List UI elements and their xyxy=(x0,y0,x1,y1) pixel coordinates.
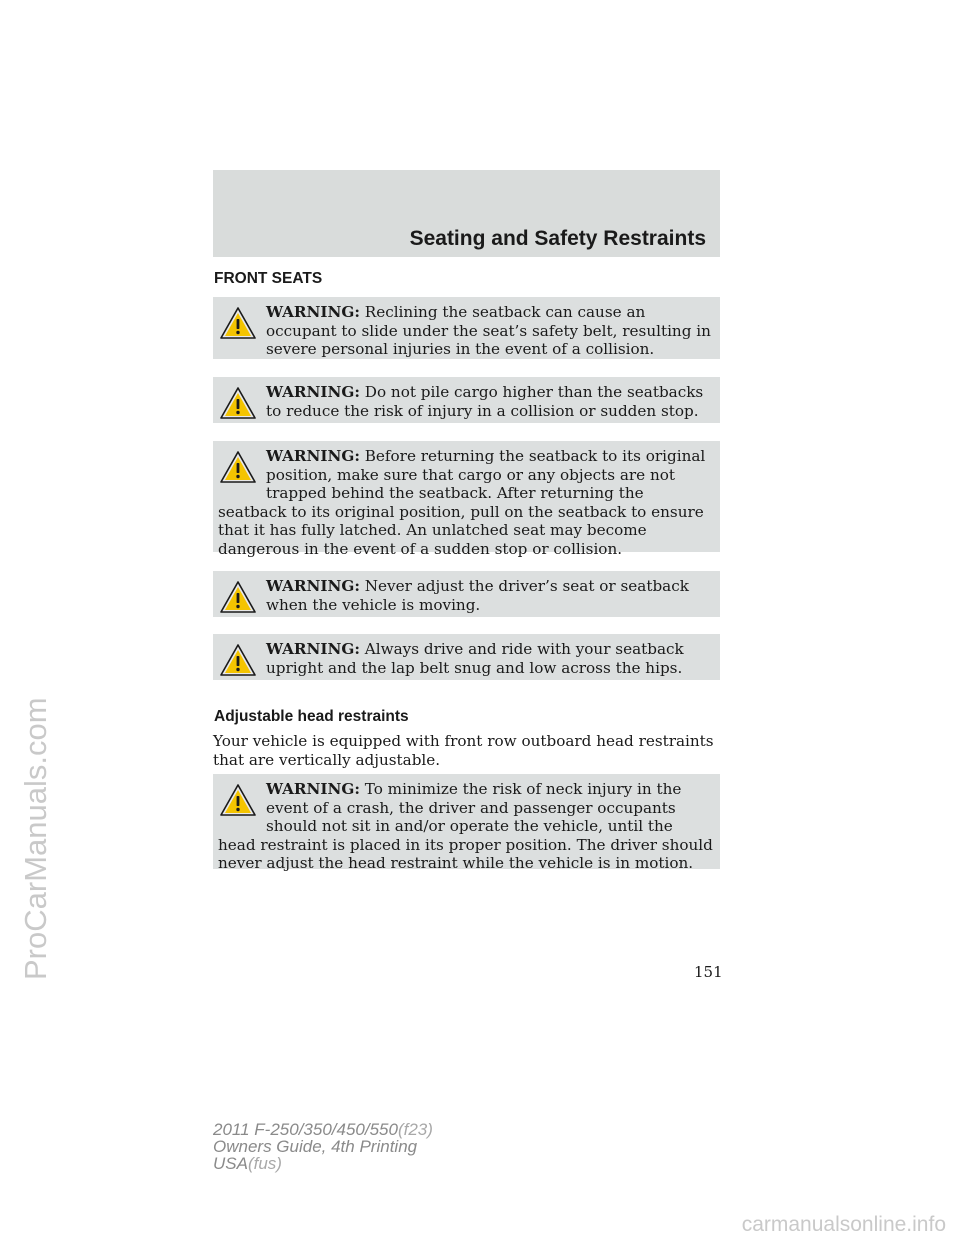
warning-box xyxy=(213,297,720,359)
footer-market-code: (fus) xyxy=(247,1154,282,1173)
warning-box xyxy=(213,571,720,617)
warning-triangle-icon xyxy=(218,449,258,485)
warning-text: Always drive and ride with your seatback upright and the lap belt snug and low across the hips. xyxy=(266,640,684,677)
bottom-watermark: carmanualsonline.info xyxy=(741,1213,946,1236)
warning-label: WARNING: xyxy=(266,577,360,595)
warning-text: Before returning the seatback to its original position, make sure that cargo or any objects are not trapped behind the seatback. After returning the seatback to its original position, pull on the seatback to ensure that it has fully latched. An unlatched seat may become dangerous in the event of a sudden stop or collision. xyxy=(218,447,706,558)
warning-text: Never adjust the driver’s seat or seatback when the vehicle is moving. xyxy=(266,577,689,614)
warning-label: WARNING: xyxy=(266,640,360,658)
warning-label: WARNING: xyxy=(266,303,360,321)
page-number: 151 xyxy=(694,963,723,981)
warning-text: Do not pile cargo higher than the seatbacks to reduce the risk of injury in a collision or sudden stop. xyxy=(266,383,704,420)
warning-label: WARNING: xyxy=(266,780,360,798)
warning-text: To minimize the risk of neck injury in the event of a crash, the driver and passenger occupants should not sit in and/or operate the vehicle, until the head restraint is placed in its proper position. The driver should never adjust the head restraint while the vehicle is in motion. xyxy=(218,780,713,872)
warning-box xyxy=(213,634,720,680)
warning-triangle-icon xyxy=(218,385,258,421)
warning-box xyxy=(213,441,720,558)
warning-triangle-icon xyxy=(218,642,258,678)
side-watermark: ProCarManuals.com xyxy=(18,697,53,980)
warning-triangle-icon xyxy=(218,579,258,615)
warning-label: WARNING: xyxy=(266,447,360,465)
footer-print-info xyxy=(213,1121,433,1172)
warning-box xyxy=(213,377,720,423)
warning-box xyxy=(213,774,720,872)
section-title: Seating and Safety Restraints xyxy=(409,227,706,250)
warning-label: WARNING: xyxy=(266,383,360,401)
head-restraints-paragraph: Your vehicle is equipped with front row outboard head restraints that are vertically adjustable. xyxy=(213,732,714,769)
warning-text: Reclining the seatback can cause an occupant to slide under the seat’s safety belt, resulting in severe personal injuries in the event of a collision. xyxy=(266,303,711,358)
warning-triangle-icon xyxy=(218,305,258,341)
head-restraints-heading: Adjustable head restraints xyxy=(214,708,409,725)
front-seats-heading: FRONT SEATS xyxy=(214,270,323,287)
footer-model: 2011 F-250/350/450/550 xyxy=(213,1120,398,1139)
footer-edition: Owners Guide, 4th Printing xyxy=(213,1137,418,1156)
warning-triangle-icon xyxy=(218,782,258,818)
footer-market: USA xyxy=(213,1154,248,1173)
footer-model-code: (f23) xyxy=(397,1120,433,1139)
section-header-band xyxy=(213,170,720,257)
